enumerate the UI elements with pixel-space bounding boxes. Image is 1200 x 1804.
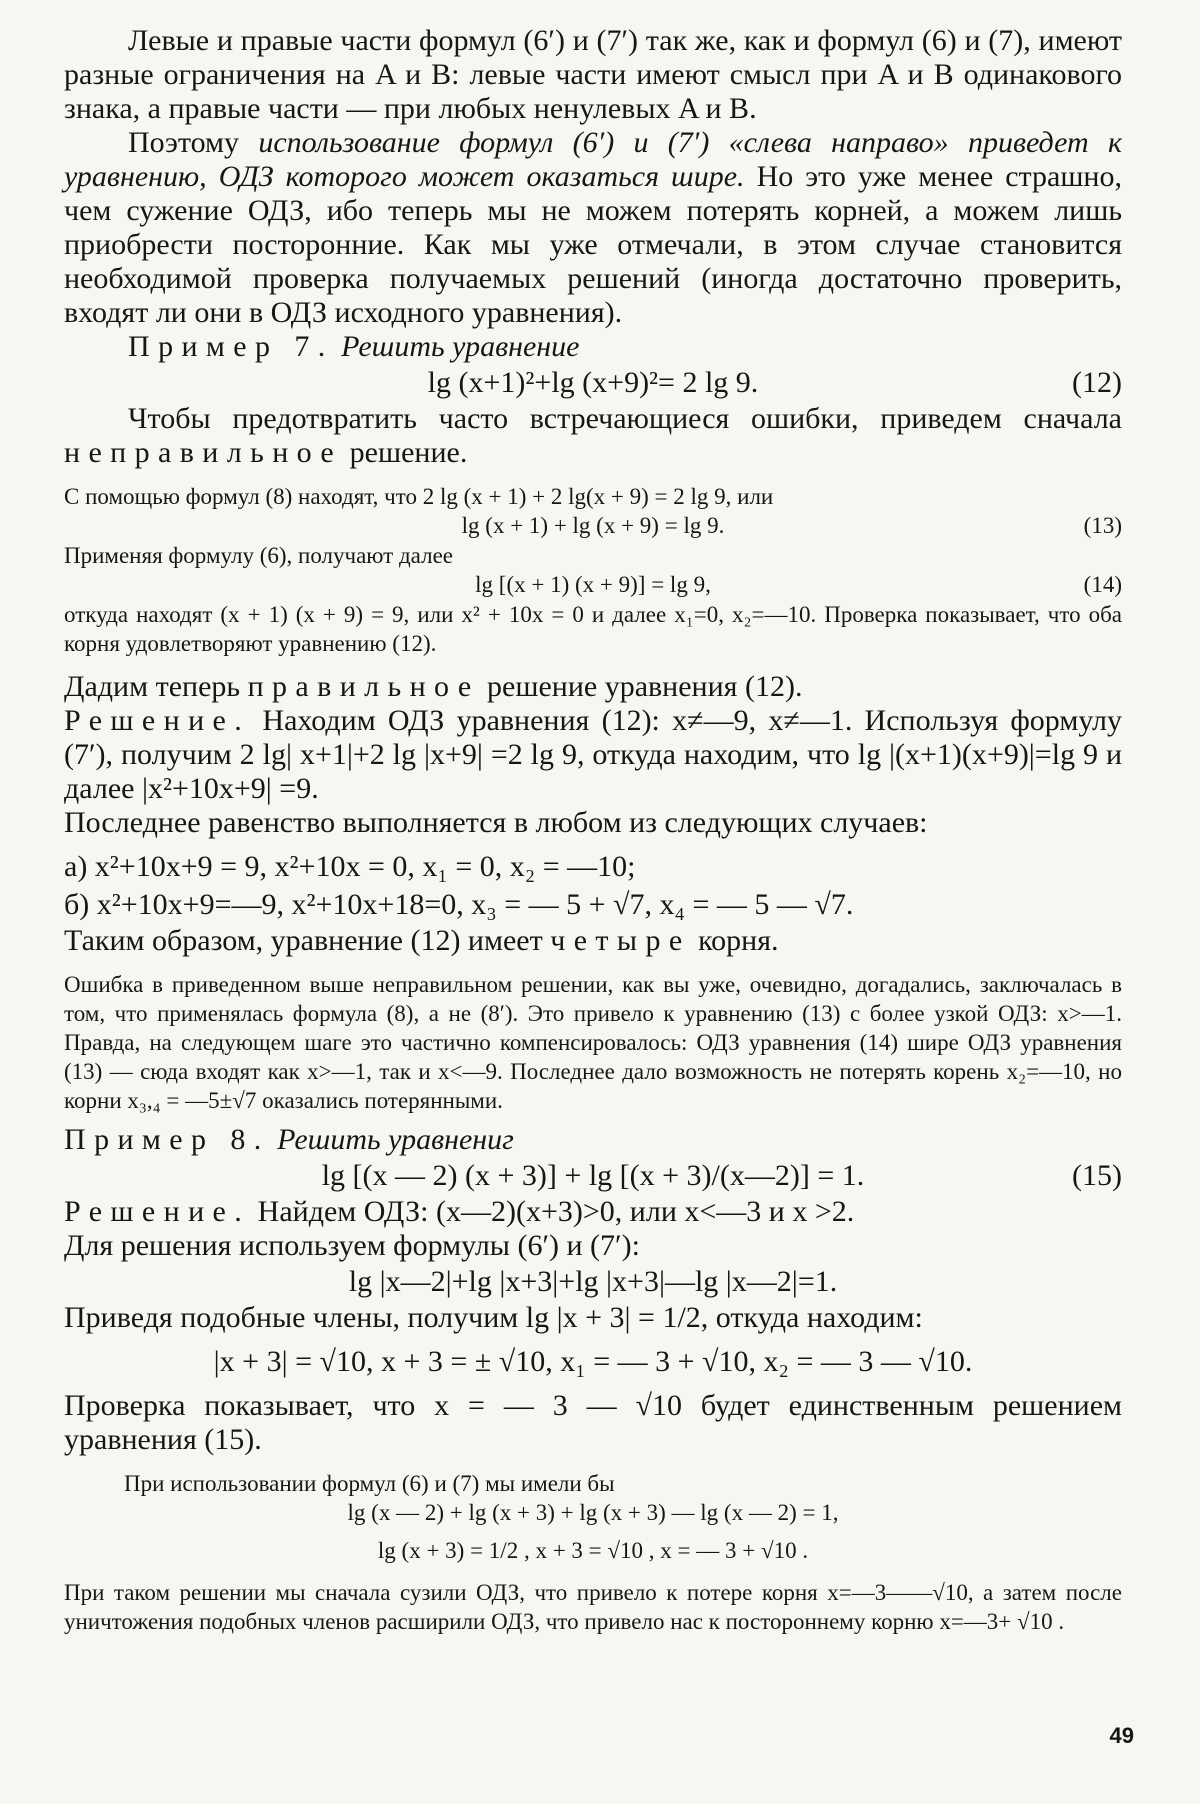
example-8-label: Пример 8. <box>64 1123 270 1156</box>
equation-19: lg (x + 3) = 1/2 , x + 3 = √10 , x = — 3 + √10 . <box>377 1538 809 1563</box>
equation-15-number: (15) <box>1072 1159 1122 1192</box>
p7-start: Таким образом, уравнение (12) имеет <box>64 924 551 957</box>
paragraph-10: Приведя подобные члены, получим lg |x + 3| = 1/2, откуда находим: <box>64 1301 923 1334</box>
text-column <box>64 24 1122 1636</box>
equation-15-body: lg [(x — 2) (x + 3)] + lg [(x + 3)/(x—2)] = 1. <box>321 1159 865 1192</box>
equation-16: lg |x—2|+lg |x+3|+lg |x+3|—lg |x—2|=1. <box>348 1265 838 1298</box>
page-number: 49 <box>1109 1723 1134 1748</box>
solution-2-label: Решение. <box>64 1195 251 1228</box>
example-7-heading <box>64 330 1122 364</box>
p7-spaced: четыре <box>550 924 691 957</box>
solution-2-paragraph <box>64 1195 1122 1229</box>
paragraph-4 <box>64 670 1122 704</box>
example-8-heading <box>64 1123 1122 1157</box>
equation-14-body: lg [(x + 1) (x + 9)] = lg 9, <box>475 572 711 597</box>
p2-italic: использование формул (6′) и (7′) «слева направо» приведет к уравнению, ОДЗ которого может оказаться шире. <box>64 126 1122 193</box>
small-paragraph-3: откуда находят (x + 1) (x + 9) = 9, или x² + 10x = 0 и далее x₁=0, x₂=—10. Проверка показывает, что оба корня удовлетворяют уравнению (12). <box>64 602 1122 656</box>
paragraph-11: Проверка показывает, что x = — 3 — √10 будет единственным решением уравнения (15). <box>64 1389 1122 1456</box>
example-7-label: Пример 7. <box>128 330 334 363</box>
p3-spaced: неправильное <box>64 436 343 469</box>
equation-14-number: (14) <box>1083 572 1122 597</box>
p2-start: Поэтому <box>128 126 259 159</box>
p2-end: Но это уже менее страшно, чем сужение ОДЗ, ибо теперь мы не можем потерять корней, а можем лишь приобрести посторонние. Как мы уже отмечали, в этом случае становится необходимой проверка получаемых решений (иногда достаточно проверить, входят ли они в ОДЗ исходного уравнения). <box>64 160 1122 329</box>
p4-spaced: правильное <box>247 670 480 703</box>
small-paragraph-6: При таком решении мы сначала сузили ОДЗ, что привело к потере корня x=—3——√10, а затем после уничтожения подобных членов расширили ОДЗ, что привело нас к постороннему корню x=—3+ √10 . <box>64 1580 1122 1634</box>
equation-13 <box>64 511 1122 541</box>
paragraph-1: Левые и правые части формул (6′) и (7′) так же, как и формул (6) и (7), имеют разные ограничения на A и B: левые части имеют смысл при A и B одинакового знака, а правые части — при любых ненулевых A и B. <box>64 24 1122 125</box>
equation-13-body: lg (x + 1) + lg (x + 9) = lg 9. <box>461 513 725 538</box>
example-7-task: Решить уравнение <box>341 330 580 363</box>
p4-start: Дадим теперь <box>64 670 248 703</box>
paragraph-7 <box>64 924 1122 958</box>
equation-13-number: (13) <box>1083 513 1122 538</box>
small-paragraph-5: При использовании формул (6) и (7) мы имели бы <box>124 1471 615 1496</box>
solution-2-text: Найдем ОДЗ: (x—2)(x+3)>0, или x<—3 и x >2. <box>250 1195 855 1228</box>
p7-end: корня. <box>690 924 779 957</box>
case-a: а) x²+10x+9 = 9, x²+10x = 0, x₁ = 0, x₂ = —10; <box>64 850 636 883</box>
solution-label: Решение. <box>64 704 251 737</box>
equation-14 <box>64 570 1122 600</box>
p3-end: решение. <box>342 436 468 469</box>
small-paragraph-1: С помощью формул (8) находят, что 2 lg (x + 1) + 2 lg(x + 9) = 2 lg 9, или <box>64 484 774 509</box>
p3-start: Чтобы предотвратить часто встречающиеся ошибки, приведем сначала <box>128 402 1122 435</box>
solution-paragraph <box>64 704 1122 806</box>
paragraph-6: Последнее равенство выполняется в любом из следующих случаев: <box>64 806 928 839</box>
equation-12-body: lg (x+1)²+lg (x+9)²= 2 lg 9. <box>427 366 759 399</box>
equation-12-number: (12) <box>1072 366 1122 399</box>
paragraph-3 <box>64 402 1122 470</box>
solution-text: Находим ОДЗ уравнения (12): x≠—9, x≠—1. Используя формулу (7′), получим 2 lg| x+1|+2 lg |x+9| =2 lg 9, откуда находим, что lg |(x+1)(x+9)|=lg 9 и далее |x²+10x+9| =9. <box>64 704 1122 805</box>
equation-15 <box>64 1157 1122 1195</box>
equation-17: |x + 3| = √10, x + 3 = ± √10, x₁ = — 3 + √10, x₂ = — 3 — √10. <box>213 1345 973 1378</box>
paragraph-9: Для решения используем формулы (6′) и (7′): <box>64 1229 640 1262</box>
example-8-task: Решить уравнениг <box>277 1123 514 1156</box>
case-b: б) x²+10x+9=—9, x²+10x+18=0, x₃ = — 5 + √7, x₄ = — 5 — √7. <box>64 888 854 921</box>
small-paragraph-2: Применяя формулу (6), получают далее <box>64 543 453 568</box>
equation-18: lg (x — 2) + lg (x + 3) + lg (x + 3) — lg (x — 2) = 1, <box>347 1500 839 1525</box>
p4-end: решение уравнения (12). <box>479 670 803 703</box>
small-paragraph-4: Ошибка в приведенном выше неправильном решении, как вы уже, очевидно, догадались, заключалась в том, что применялась формула (8), а не (8′). Это привело к уравнению (13) с более узкой ОДЗ: x>—1. Правда, на следующем шаге это частично компенсировалось: ОДЗ уравнения (14) шире ОДЗ уравнения (13) — сюда входят как x>—1, так и x<—9. Последнее дало возможность не потерять корень x₂=—10, но корни x₃,₄ = —5±√7 оказались потерянными. <box>64 972 1122 1113</box>
equation-12 <box>64 364 1122 402</box>
paragraph-2 <box>64 126 1122 330</box>
